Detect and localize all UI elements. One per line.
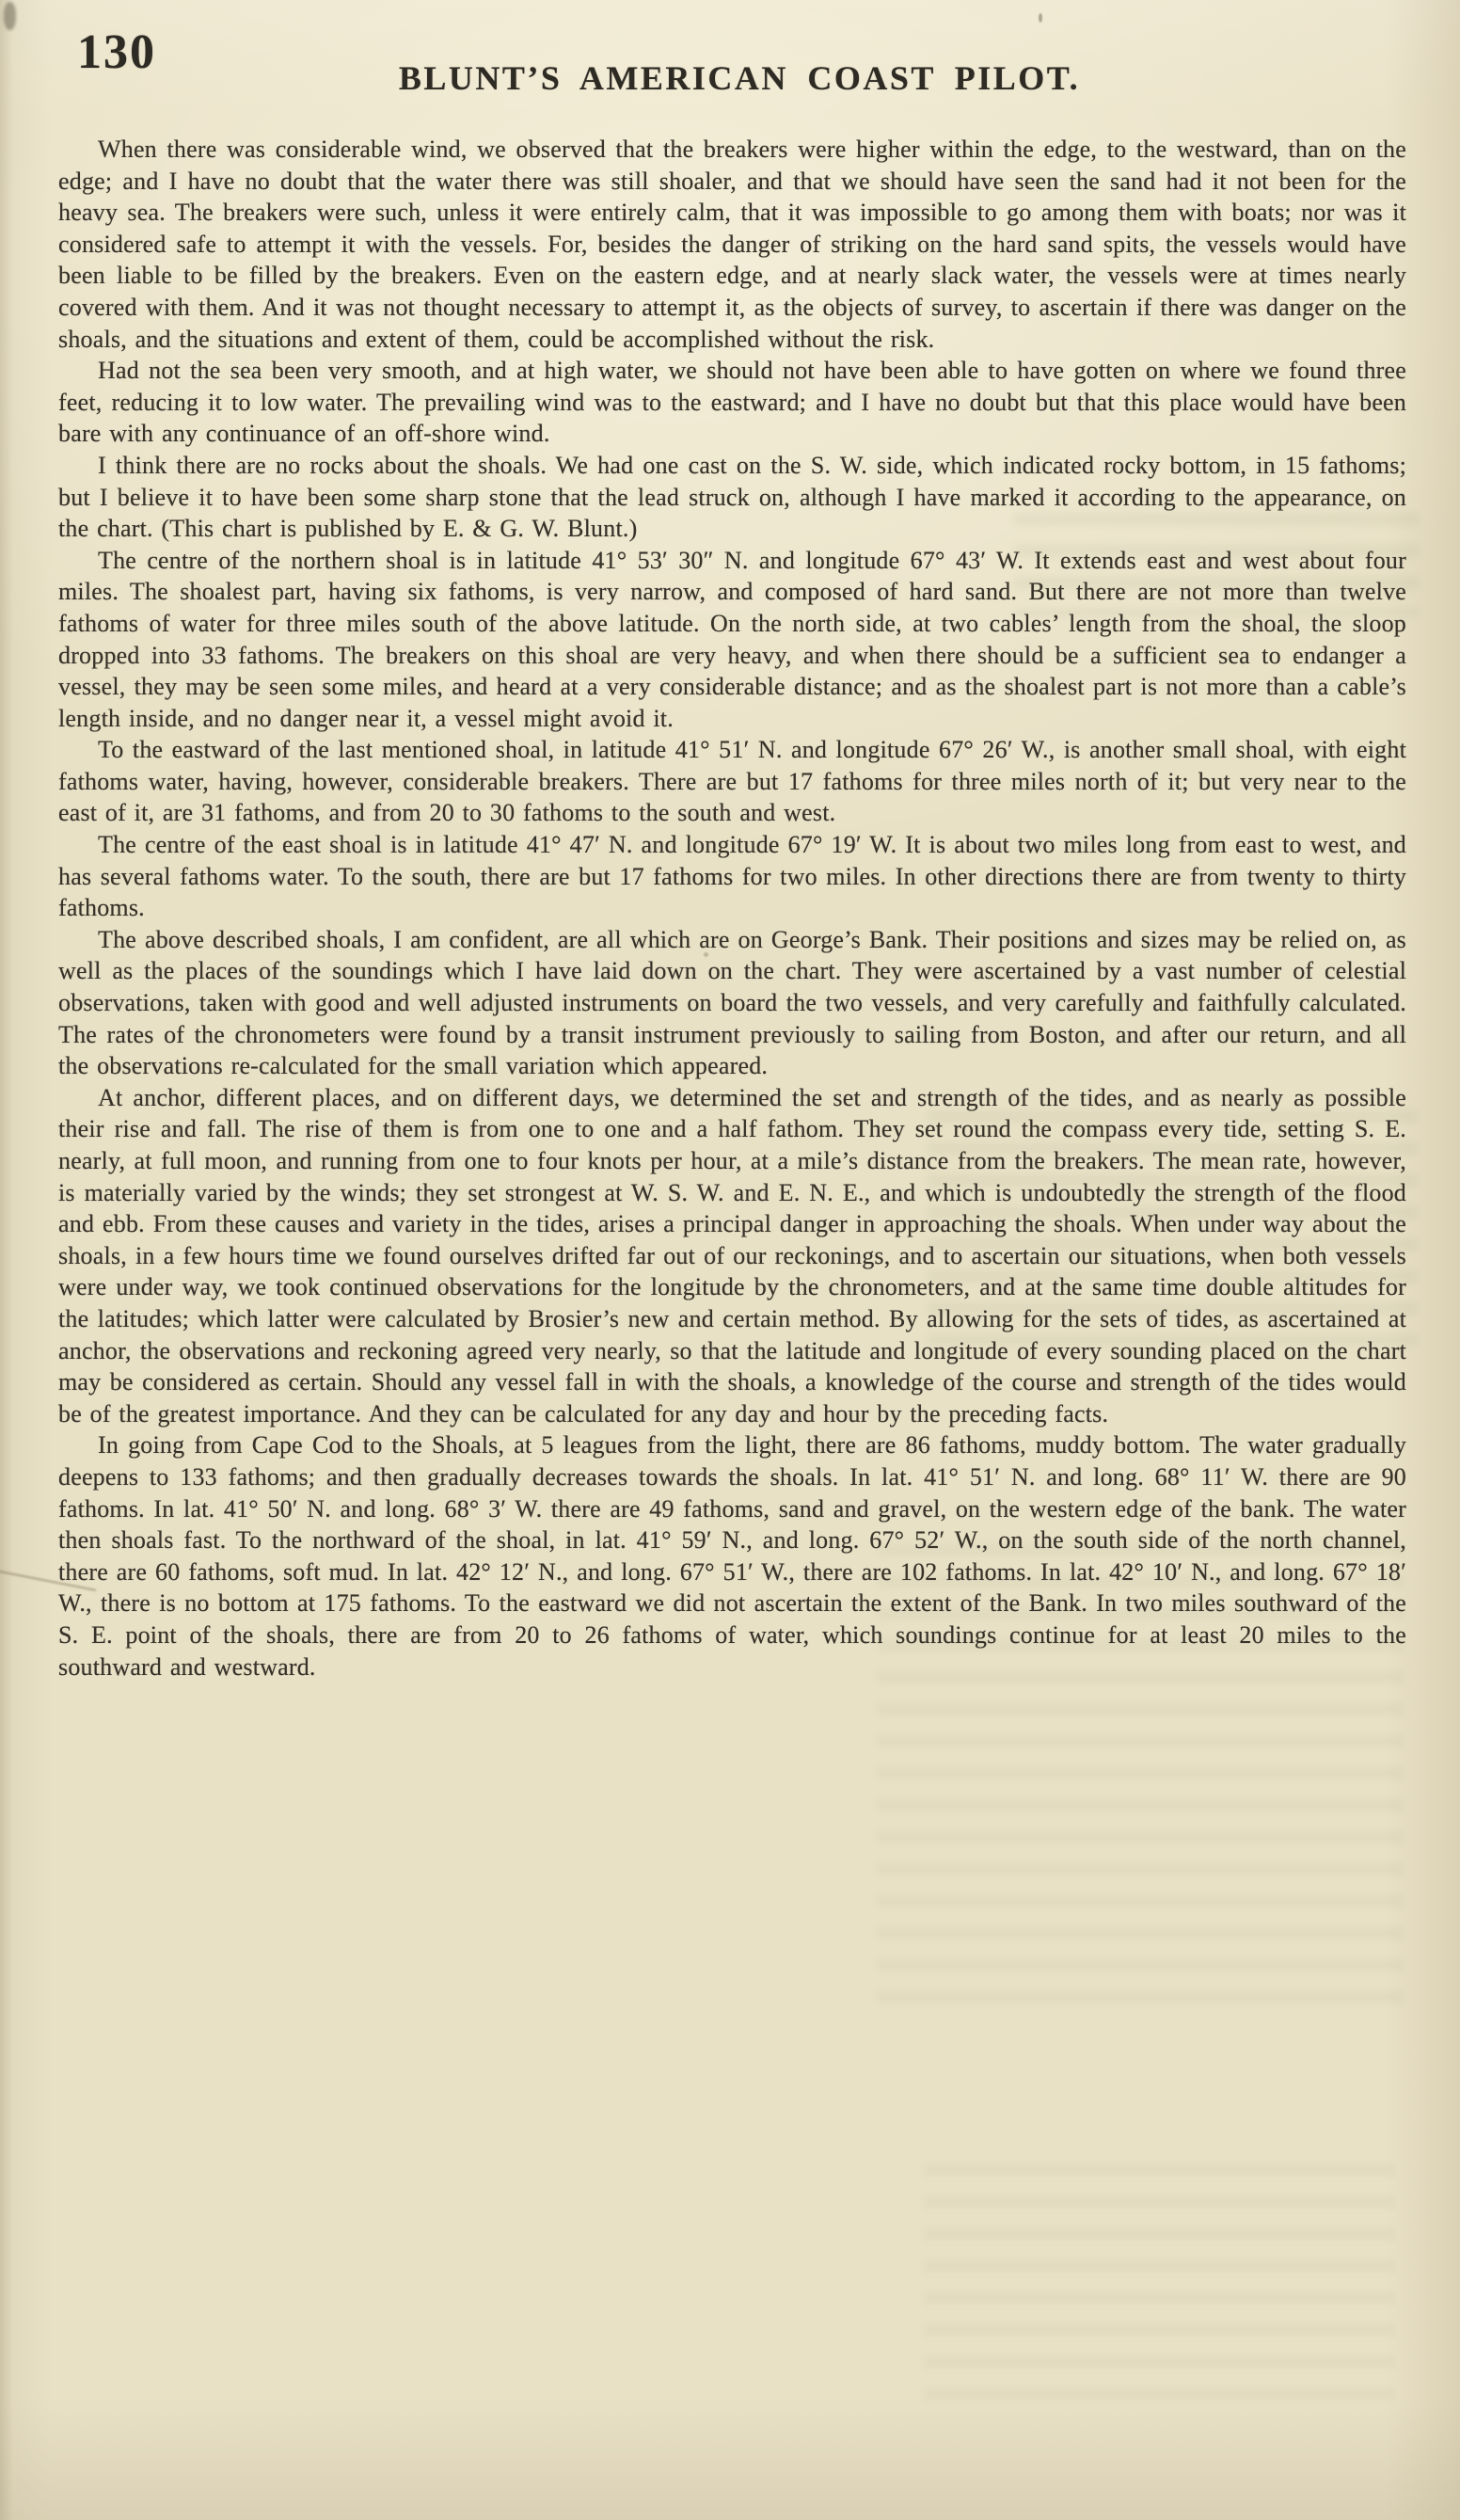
paragraph: I think there are no rocks about the shoals. We had one cast on the S. W. side, which indicated rocky bottom, in 15 fathoms; but I believe it to have been some sharp stone that the lead struck on, although I have marked it according to the appearance, on the chart. (This chart is published by E. & G. W. Blunt.) — [58, 451, 1406, 543]
paragraph: The above described shoals, I am confident, are all which are on George’s Bank. Their positions and sizes may be relied on, as well as the places of the soundings which I have laid down on the chart. They were ascertained by a vast number of celestial observations, taken with good and well adjusted instruments on board the two vessels, and very carefully and faithfully calculated. The rates of the chronometers were found by a transit instrument previously to sailing from Boston, and after our return, and all the observations re-calculated for the small variation which appeared. — [58, 925, 1406, 1080]
show-through-smudge — [924, 2164, 1394, 2409]
page-corner-mark — [4, 2, 16, 30]
page-number: 130 — [77, 25, 156, 79]
paragraph: The centre of the northern shoal is in latitude 41° 53′ 30″ N. and longitude 67° 43′ W. It extends east and west about four miles. The shoalest part, having six fathoms, is very narrow, and composed of hard sand. But there are not more than twelve fathoms of water for three miles south of the above latitude. On the north side, at two cables’ length from the shoal, the sloop dropped into 33 fathoms. The breakers on this shoal are very heavy, and when there should be a sufficient sea to endanger a vessel, they may be seen some miles, and heard at a very considerable distance; and as the shoalest part is not more than a cable’s length inside, and no danger near it, a vessel might avoid it. — [58, 546, 1406, 732]
paragraph: In going from Cape Cod to the Shoals, at 5 leagues from the light, there are 86 fathoms, muddy bottom. The water gradually deepens to 133 fathoms; and then gradually decreases towards the shoals. In lat. 41° 51′ N. and long. 68° 11′ W. there are 90 fathoms. In lat. 41° 50′ N. and long. 68° 3′ W. there are 49 fathoms, sand and gravel, on the western edge of the bank. The water then shoals fast. To the northward of the shoal, in lat. 41° 59′ N., and long. 67° 52′ W., on the south side of the north channel, there are 60 fathoms, soft mud. In lat. 42° 12′ N., and long. 67° 51′ W., there are 102 fathoms. In lat. 42° 10′ N., and long. 67° 18′ W., there is no bottom at 175 fathoms. To the eastward we did not ascertain the extent of the Bank. In two miles southward of the S. E. point of the shoals, there are from 20 to 26 fathoms of water, which soundings continue for at least 20 miles to the southward and westward. — [58, 1431, 1406, 1681]
paragraph: Had not the sea been very smooth, and at high water, we should not have been able to have gotten on where we found three feet, reducing it to low water. The prevailing wind was to the eastward; and I have no doubt but that this place would have been bare with any continuance of an off-shore wind. — [58, 357, 1406, 448]
paragraph: The centre of the east shoal is in latitude 41° 47′ N. and longitude 67° 19′ W. It is about two miles long from east to west, and has several fathoms water. To the south, there are but 17 fathoms for two miles. In other directions there are from twenty to thirty fathoms. — [58, 831, 1406, 922]
running-title: BLUNT’S AMERICAN COAST PILOT. — [398, 59, 1081, 97]
paragraph: When there was considerable wind, we observed that the breakers were higher within the edge, to the westward, than on the edge; and I have no doubt that the water there was still shoaler, and that we should have seen the sand had it not been for the heavy sea. The breakers were such, unless it were entirely calm, that it was impossible to go among them with boats; nor was it considered safe to attempt it with the vessels. For, besides the danger of striking on the hard sand spits, the vessels would have been liable to be filled by the breakers. Even on the eastern edge, and at nearly slack water, the vessels were at times nearly covered with them. And it was not thought necessary to attempt it, as the objects of survey, to ascertain if there was danger on the shoals, and the situations and extent of them, could be accomplished without the risk. — [58, 136, 1406, 353]
page-body — [58, 134, 1406, 1683]
paragraph: To the eastward of the last mentioned shoal, in latitude 41° 51′ N. and longitude 67° 26′ W., is another small shoal, with eight fathoms water, having, however, considerable breakers. There are but 17 fathoms for three miles north of it; but very near to the east of it, are 31 fathoms, and from 20 to 30 fathoms to the south and west. — [58, 736, 1406, 827]
dust-speck — [1039, 13, 1042, 23]
paragraph: At anchor, different places, and on different days, we determined the set and strength of the tides, and as nearly as possible their rise and fall. The rise of them is from one to one and a half fathom. They set round the compass every tide, setting S. E. nearly, at full moon, and running from one to four knots per hour, at a mile’s distance from the breakers. The mean rate, however, is materially varied by the winds; they set strongest at W. S. W. and E. N. E., and which is undoubtedly the strength of the flood and ebb. From these causes and variety in the tides, arises a principal danger in approaching the shoals. When under way about the shoals, in a few hours time we found ourselves drifted far out of our reckonings, and to ascertain our situations, when both vessels were under way, we took continued observations for the longitude by the chronometers, and at the same time double altitudes for the latitudes; which latter were calculated by Brosier’s new and certain method. By allowing for the sets of tides, as ascertained at anchor, the observations and reckoning agreed very nearly, so that the latitude and longitude of every sounding placed on the chart may be considered as certain. Should any vessel fall in with the shoals, a knowledge of the course and strength of the tides would be of the greatest importance. And they can be calculated for any day and hour by the preceding facts. — [58, 1083, 1406, 1427]
